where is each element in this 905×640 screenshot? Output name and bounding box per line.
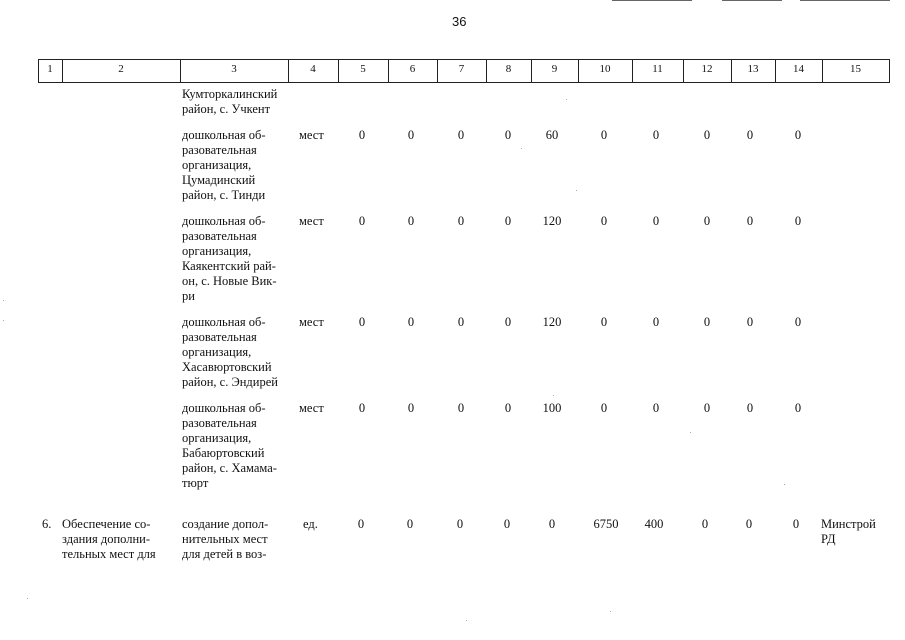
- table-row-4-value: 100: [542, 401, 562, 415]
- top-edge-mark: [612, 0, 692, 1]
- table-row-5-value: 6750: [593, 517, 619, 531]
- text-line: Кумторкалинский: [182, 87, 278, 101]
- table-row-3-unit: мест: [299, 315, 324, 329]
- text-line: дошкольная об-: [182, 128, 266, 142]
- table-row-5-value: 0: [456, 517, 464, 531]
- table-row-3-description: [182, 315, 286, 390]
- text-line: организация,: [182, 431, 252, 445]
- table-row-5-value: 0: [357, 517, 365, 531]
- text-line: РД: [821, 532, 836, 546]
- table-row-3-value: 0: [358, 315, 366, 329]
- table-row-2-value: 0: [794, 214, 802, 228]
- scan-speck: [3, 300, 4, 301]
- header-col-4: 4: [310, 63, 316, 75]
- table-row-3-value: 0: [794, 315, 802, 329]
- table-row-5-number: 6.: [42, 517, 52, 531]
- top-edge-mark: [722, 0, 782, 1]
- table-row-4-value: 0: [407, 401, 415, 415]
- table-row-2-value: 120: [542, 214, 562, 228]
- table-row-4-value: 0: [504, 401, 512, 415]
- scan-speck: [553, 395, 554, 396]
- table-row-2-value: 0: [457, 214, 465, 228]
- header-col-9: 9: [551, 63, 558, 75]
- table-row-5-value: 0: [406, 517, 414, 531]
- text-line: Каякентский рай-: [182, 259, 276, 273]
- table-row-2-unit: мест: [299, 214, 324, 228]
- table-row-2-value: 0: [746, 214, 754, 228]
- table-row-5-responsible: [821, 517, 876, 547]
- table-row-2-value: 0: [504, 214, 512, 228]
- table-row-4-value: 0: [794, 401, 802, 415]
- text-line: район, с. Тинди: [182, 188, 266, 202]
- table-row-continuation-text: [182, 87, 286, 117]
- text-line: ри: [182, 289, 195, 303]
- text-line: дошкольная об-: [182, 401, 266, 415]
- text-line: район, с. Хамама-: [182, 461, 277, 475]
- scan-speck: [27, 598, 28, 599]
- table-row-4-value: 0: [703, 401, 711, 415]
- table-row-1-unit: мест: [299, 128, 324, 142]
- table-row-1-value: 0: [746, 128, 754, 142]
- text-line: дошкольная об-: [182, 315, 266, 329]
- table-row-4-value: 0: [358, 401, 366, 415]
- table-row-1-value: 0: [794, 128, 802, 142]
- header-col-6: 6: [409, 63, 416, 75]
- text-line: создание допол-: [182, 517, 269, 531]
- table-row-1-value: 0: [457, 128, 465, 142]
- table-row-4-value: 0: [600, 401, 608, 415]
- header-col-15: 15: [850, 63, 861, 75]
- text-line: для детей в воз-: [182, 547, 267, 561]
- scan-speck: [3, 320, 4, 321]
- header-col-13: 13: [747, 63, 759, 75]
- table-row-5-value: 0: [701, 517, 709, 531]
- header-col-3: 3: [231, 63, 237, 75]
- scan-speck: [576, 190, 577, 191]
- table-row-4-value: 0: [746, 401, 754, 415]
- text-line: организация,: [182, 345, 252, 359]
- table-row-5-value: 0: [548, 517, 556, 531]
- table-row-3-value: 120: [542, 315, 562, 329]
- header-col-2: 2: [118, 63, 124, 75]
- header-col-5: 5: [360, 63, 366, 75]
- table-row-1-value: 60: [545, 128, 559, 142]
- text-line: район, с. Эндирей: [182, 375, 278, 389]
- table-row-5-value: 400: [644, 517, 664, 531]
- text-line: Обеспечение со-: [62, 517, 151, 531]
- text-line: здания дополни-: [62, 532, 151, 546]
- text-line: дошкольная об-: [182, 214, 266, 228]
- table-row-2-description: [182, 214, 286, 304]
- table-row-3-value: 0: [457, 315, 465, 329]
- text-line: организация,: [182, 158, 252, 172]
- table-row-1-value: 0: [703, 128, 711, 142]
- table-row-1-value: 0: [407, 128, 415, 142]
- top-edge-mark: [800, 0, 890, 1]
- table-row-3-value: 0: [652, 315, 660, 329]
- header-col-14: 14: [793, 63, 804, 75]
- table-row-1-value: 0: [652, 128, 660, 142]
- table-row-3-value: 0: [600, 315, 608, 329]
- table-row-4-unit: мест: [299, 401, 324, 415]
- table-row-1-description: [182, 128, 286, 203]
- table-row-3-value: 0: [407, 315, 415, 329]
- text-line: разовательная: [182, 416, 257, 430]
- table-row-2-value: 0: [703, 214, 711, 228]
- table-row-4-value: 0: [652, 401, 660, 415]
- header-bottom-border: [38, 82, 890, 83]
- page-number: 36: [452, 14, 467, 29]
- scan-speck: [521, 148, 522, 149]
- table-row-1-value: 0: [504, 128, 512, 142]
- table-row-4-value: 0: [457, 401, 465, 415]
- table-row-1-value: 0: [600, 128, 608, 142]
- text-line: он, с. Новые Вик-: [182, 274, 277, 288]
- table-row-5-value: 0: [745, 517, 753, 531]
- table-row-3-value: 0: [504, 315, 512, 329]
- header-top-border: [38, 59, 890, 60]
- header-col-12: 12: [701, 63, 713, 75]
- table-row-3-value: 0: [746, 315, 754, 329]
- text-line: разовательная: [182, 143, 257, 157]
- header-col-7: 7: [458, 63, 465, 75]
- header-divider: [889, 59, 890, 83]
- table-row-5-value: 0: [792, 517, 800, 531]
- scan-speck: [610, 611, 611, 612]
- scan-speck: [566, 99, 567, 100]
- header-col-8: 8: [505, 63, 512, 75]
- table-row-5-name: [62, 517, 176, 562]
- scan-speck: [690, 432, 691, 433]
- scan-speck: [784, 484, 785, 485]
- table-row-5-unit: ед.: [303, 517, 318, 531]
- header-col-11: 11: [652, 63, 663, 75]
- text-line: Цумадинский: [182, 173, 256, 187]
- table-row-2-value: 0: [358, 214, 366, 228]
- text-line: Минстрой: [821, 517, 876, 531]
- text-line: тюрт: [182, 476, 209, 490]
- table-row-5-value: 0: [503, 517, 511, 531]
- table-row-5-description: [182, 517, 286, 562]
- text-line: разовательная: [182, 330, 257, 344]
- text-line: тельных мест для: [62, 547, 156, 561]
- header-col-1: 1: [47, 63, 53, 75]
- scan-speck: [466, 620, 467, 621]
- table-row-2-value: 0: [652, 214, 660, 228]
- text-line: организация,: [182, 244, 252, 258]
- text-line: район, с. Учкент: [182, 102, 271, 116]
- text-line: Бабаюртовский: [182, 446, 265, 460]
- table-row-3-value: 0: [703, 315, 711, 329]
- text-line: нительных мест: [182, 532, 268, 546]
- text-line: Хасавюртовский: [182, 360, 272, 374]
- text-line: разовательная: [182, 229, 257, 243]
- table-row-2-value: 0: [600, 214, 608, 228]
- table-row-1-value: 0: [358, 128, 366, 142]
- table-row-4-description: [182, 401, 286, 491]
- header-col-10: 10: [599, 63, 611, 75]
- table-row-2-value: 0: [407, 214, 415, 228]
